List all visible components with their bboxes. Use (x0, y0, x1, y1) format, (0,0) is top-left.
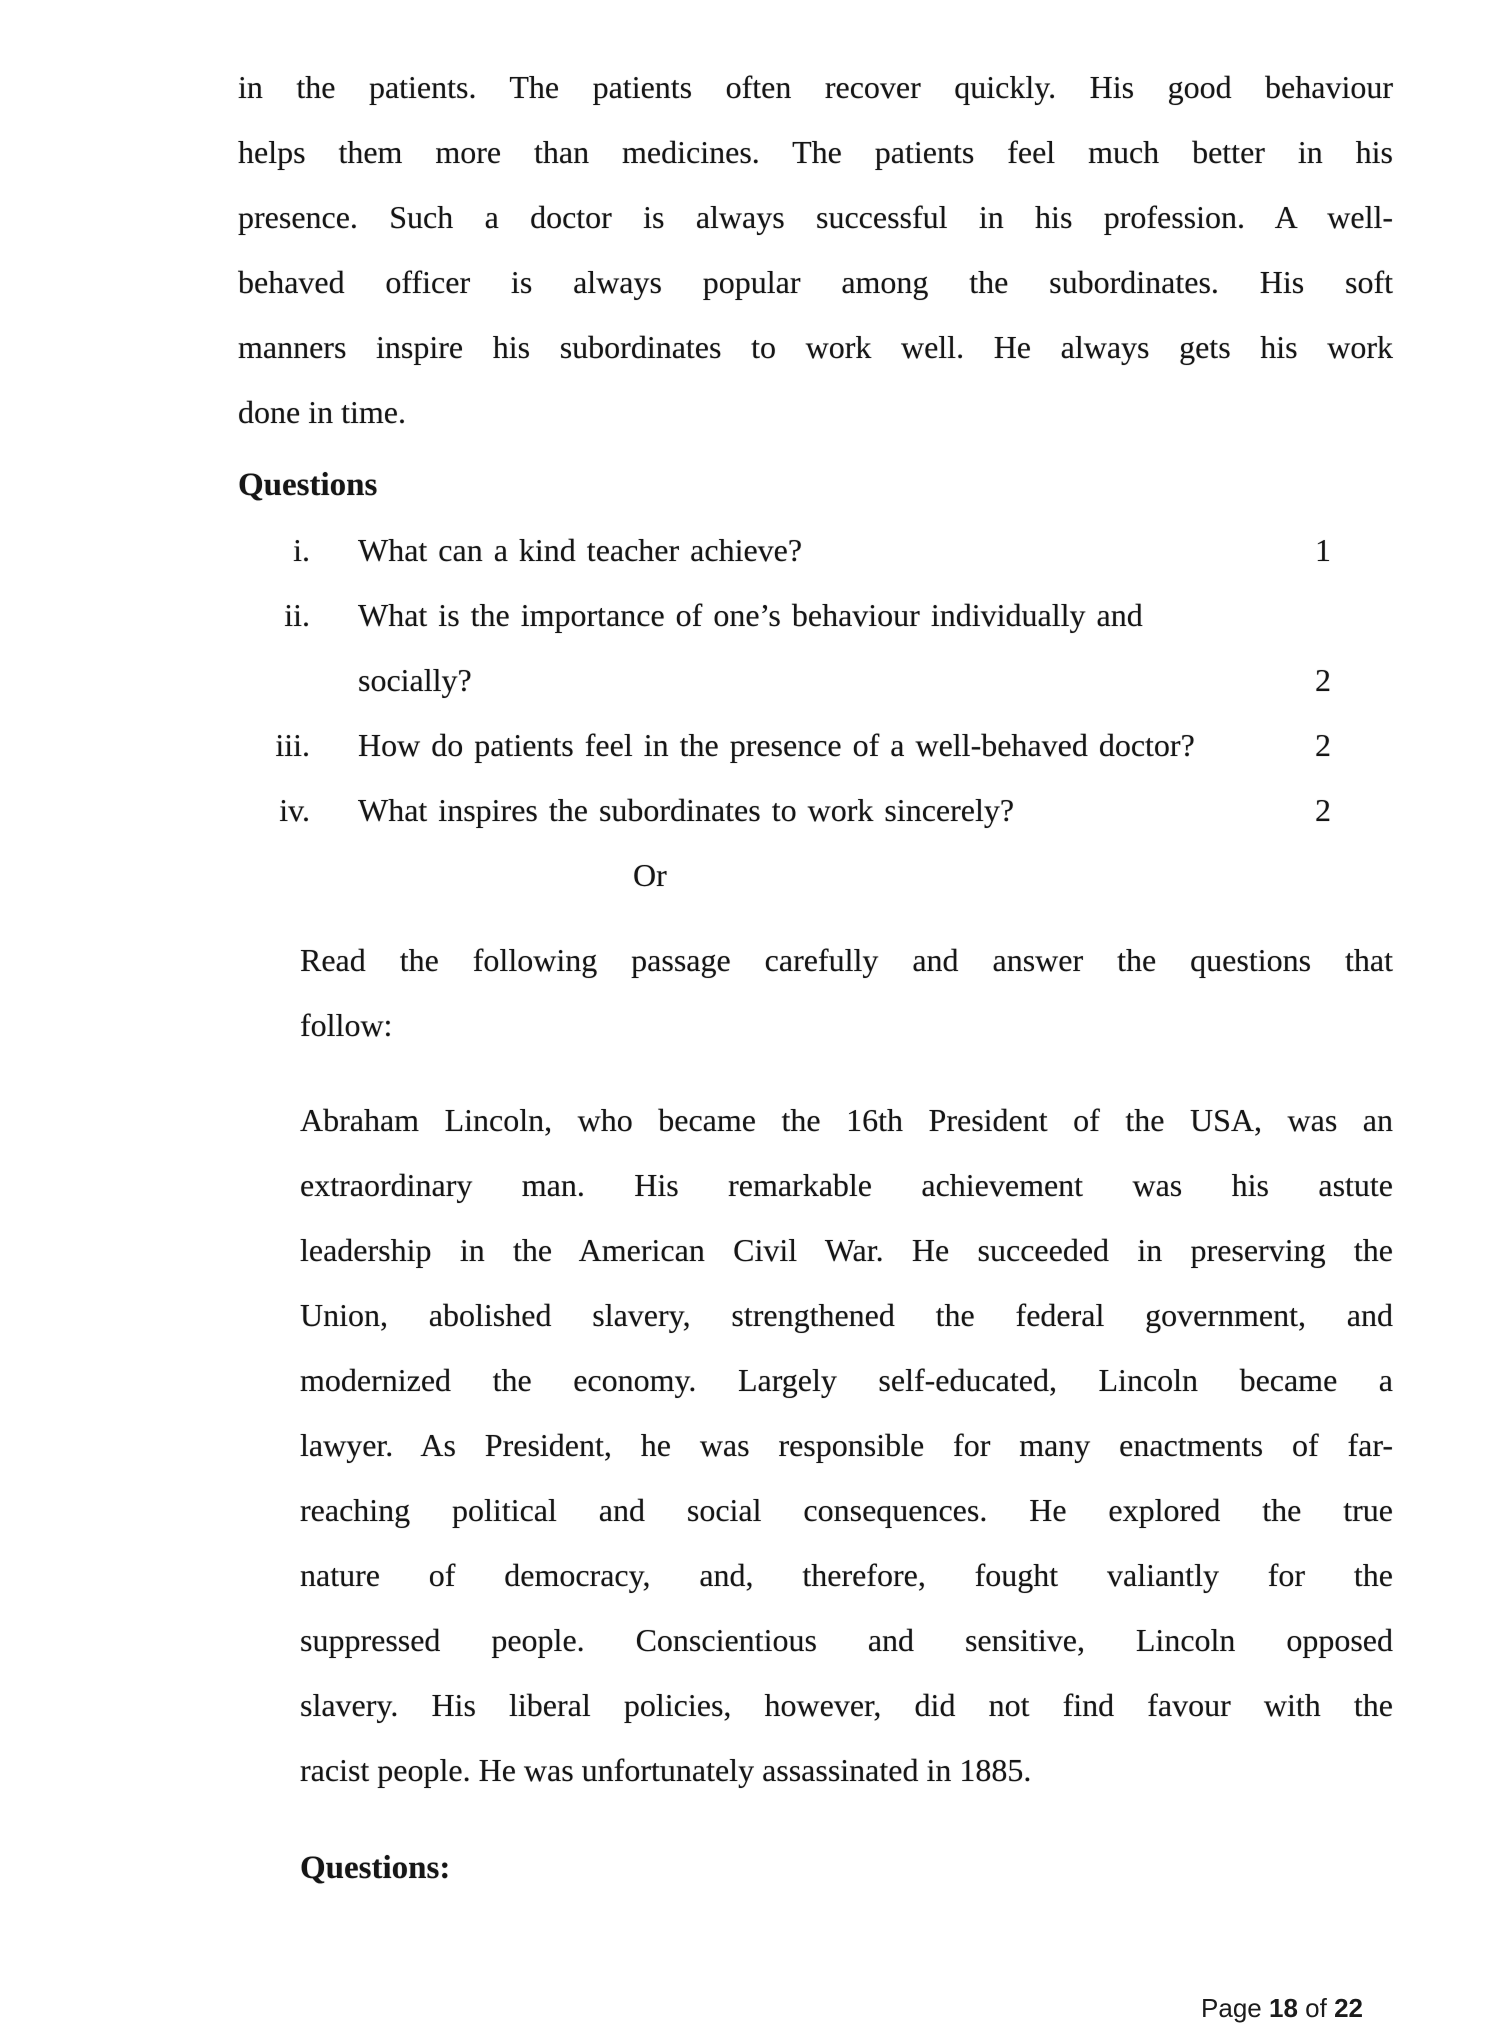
question-text: What is the importance of one’s behaviour individually and (358, 597, 1143, 633)
passage-line: slavery. His liberal policies, however, did not find favour with the (300, 1687, 1393, 1723)
question-marks: 2 (1315, 792, 1331, 828)
question-numeral: ii. (284, 597, 310, 633)
question-numeral: iii. (275, 727, 310, 763)
or-separator: Or (633, 857, 667, 893)
footer-page-label: Page (1201, 1993, 1262, 2023)
question-text: socially? (358, 662, 472, 698)
question-item-i (238, 518, 1345, 583)
question-marks: 1 (1315, 532, 1331, 568)
passage-line: suppressed people. Conscientious and sensitive, Lincoln opposed (300, 1622, 1393, 1658)
passage-line: Abraham Lincoln, who became the 16th President of the USA, was an (300, 1102, 1393, 1138)
question-numeral: iv. (279, 792, 310, 828)
paragraph-line: in the patients. The patients often recover quickly. His good behaviour (238, 69, 1393, 105)
question-item-ii (238, 583, 1345, 648)
paragraph-line: manners inspire his subordinates to work well. He always gets his work (238, 329, 1393, 365)
passage-paragraph-lincoln (300, 1088, 1393, 1803)
passage-line: lawyer. As President, he was responsible for many enactments of far- (300, 1427, 1393, 1463)
question-numeral: i. (293, 532, 310, 568)
question-text: How do patients feel in the presence of a well-behaved doctor? (358, 727, 1195, 763)
question-item-iv (238, 778, 1345, 843)
passage-line: reaching political and social consequences. He explored the true (300, 1492, 1393, 1528)
footer-page-total: 22 (1334, 1993, 1363, 2023)
page-footer (238, 1988, 1393, 2028)
passage-line: extraordinary man. His remarkable achievement was his astute (300, 1167, 1393, 1203)
passage-line: nature of democracy, and, therefore, fought valiantly for the (300, 1557, 1393, 1593)
question-text: What inspires the subordinates to work sincerely? (358, 792, 1015, 828)
paragraph-line: helps them more than medicines. The patients feel much better in his (238, 134, 1393, 170)
question-item-ii-continuation (238, 648, 1345, 713)
question-item-iii (238, 713, 1345, 778)
footer-of-label: of (1305, 1993, 1327, 2023)
passage-instruction (300, 928, 1393, 1058)
footer-page-number: 18 (1269, 1993, 1298, 2023)
questions-list (238, 518, 1345, 843)
paragraph-line: behaved officer is always popular among the subordinates. His soft (238, 264, 1393, 300)
instruction-line: Read the following passage carefully and answer the questions that (300, 942, 1393, 978)
question-marks: 2 (1315, 662, 1331, 698)
passage-paragraph-behaviour (238, 55, 1393, 445)
passage-line: Union, abolished slavery, strengthened the federal government, and (300, 1297, 1393, 1333)
question-marks: 2 (1315, 727, 1331, 763)
passage-line: modernized the economy. Largely self-educated, Lincoln became a (300, 1362, 1393, 1398)
paragraph-line: done in time. (238, 394, 406, 430)
passage-line: racist people. He was unfortunately assassinated in 1885. (300, 1752, 1032, 1788)
question-text: What can a kind teacher achieve? (358, 532, 803, 568)
paragraph-line: presence. Such a doctor is always successful in his profession. A well- (238, 199, 1393, 235)
questions-heading-second: Questions: (300, 1850, 451, 1886)
questions-heading: Questions (238, 467, 378, 503)
instruction-line: follow: (300, 1007, 393, 1043)
passage-line: leadership in the American Civil War. He succeeded in preserving the (300, 1232, 1393, 1268)
